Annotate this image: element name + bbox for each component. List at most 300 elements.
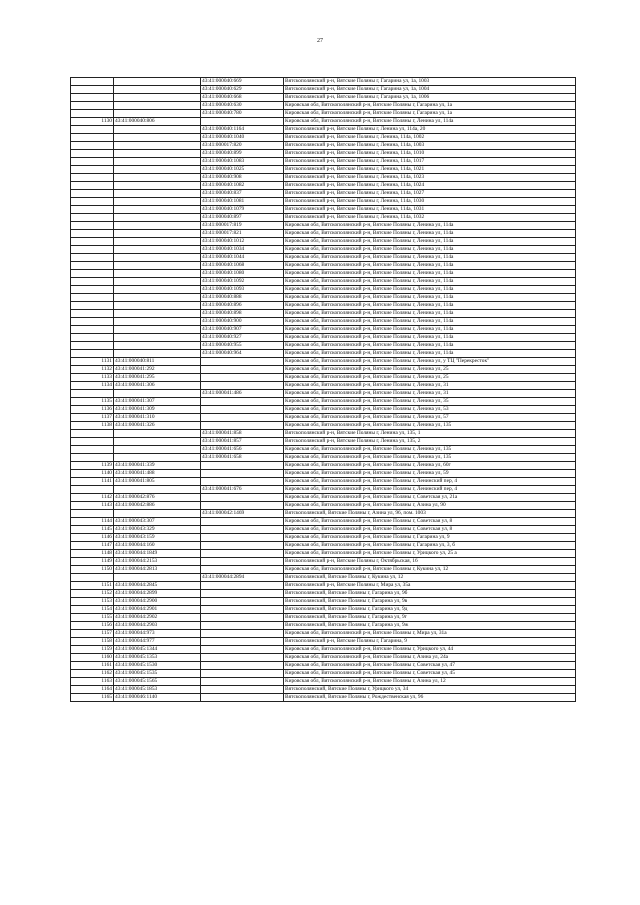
child-cadastral-number-cell: 43:41:000040:1044 [201,254,284,262]
table-row [71,678,576,686]
table-row [71,614,576,622]
table-row [71,270,576,278]
table-row [71,566,576,574]
table-row [71,454,576,462]
child-cadastral-number-cell: 43:41:000040:900 [201,318,284,326]
row-number-cell [71,350,114,358]
table-row [71,422,576,430]
address-cell: Вятскополянский р-н, Вятские Поляны г, Ленина ул, 135, 1 [284,430,576,438]
parent-cadastral-number-cell: 43:41:000044:977 [114,638,201,646]
table-row [71,662,576,670]
table-row [71,206,576,214]
child-cadastral-number-cell [201,358,284,366]
row-number-cell: 1161 [71,662,114,670]
child-cadastral-number-cell [201,582,284,590]
child-cadastral-number-cell: 43:41:000040:907 [201,326,284,334]
address-cell: Кировская обл, Вятскополянский р-н, Вятские Поляны г, Ленинский пер, 4 [284,486,576,494]
row-number-cell: 1132 [71,366,114,374]
address-cell: Вятскополянский, Вятские Поляны г, Азина ул, 96, пом. 1003 [284,510,576,518]
parent-cadastral-number-cell [114,150,201,158]
table-row [71,654,576,662]
row-number-cell [71,150,114,158]
parent-cadastral-number-cell: 43:41:000041:306 [114,382,201,390]
address-cell: Кировская обл, Вятскополянский р-н, Вятские Поляны г, Ленина ул, 135 [284,446,576,454]
child-cadastral-number-cell: 43:41:000040:1034 [201,246,284,254]
row-number-cell: 1165 [71,694,114,702]
table-row [71,286,576,294]
child-cadastral-number-cell: 43:41:000044:2894 [201,574,284,582]
address-cell: Вятскополянский р-н, Вятские Поляны г, Мира ул, 35а [284,582,576,590]
address-cell: Кировская обл, Вятскополянский р-н, Вятские Поляны г, Советская ул, 45 [284,670,576,678]
table-row [71,398,576,406]
child-cadastral-number-cell [201,590,284,598]
address-cell: Вятскополянский, Вятские Поляны г, Урицкого ул, 34 [284,686,576,694]
child-cadastral-number-cell: 43:41:000040:1081 [201,198,284,206]
row-number-cell [71,94,114,102]
parent-cadastral-number-cell: 43:41:000041:309 [114,406,201,414]
row-number-cell: 1156 [71,622,114,630]
parent-cadastral-number-cell [114,350,201,358]
child-cadastral-number-cell [201,686,284,694]
parent-cadastral-number-cell [114,206,201,214]
address-cell: Кировская обл, Вятскополянский р-н, Вятские Поляны г, Ленина ул, 60г [284,462,576,470]
row-number-cell: 1150 [71,566,114,574]
parent-cadastral-number-cell [114,166,201,174]
table-row [71,646,576,654]
address-cell: Вятскополянский, Вятские Поляны г, Гагарина ул, 9в [284,598,576,606]
table-row [71,518,576,526]
parent-cadastral-number-cell [114,158,201,166]
table-row [71,486,576,494]
address-cell: Кировская обл, Вятскополянский р-н, Вятские Поляны г, Советская ул, 8 [284,518,576,526]
child-cadastral-number-cell [201,414,284,422]
row-number-cell [71,110,114,118]
row-number-cell: 1139 [71,462,114,470]
table-row [71,230,576,238]
address-cell: Кировская обл, Вятскополянский р-н, Вятские Поляны г, Ленина ул, 53 [284,406,576,414]
row-number-cell [71,182,114,190]
child-cadastral-number-cell [201,502,284,510]
table-row [71,478,576,486]
table-row [71,246,576,254]
child-cadastral-number-cell [201,382,284,390]
child-cadastral-number-cell: 43:41:000040:1082 [201,182,284,190]
parent-cadastral-number-cell: 43:41:000040:806 [114,118,201,126]
row-number-cell: 1138 [71,422,114,430]
table-row [71,190,576,198]
parent-cadastral-number-cell [114,310,201,318]
child-cadastral-number-cell: 43:41:000040:1083 [201,158,284,166]
table-row [71,638,576,646]
parent-cadastral-number-cell: 43:41:000045:1853 [114,686,201,694]
child-cadastral-number-cell: 43:41:000040:927 [201,334,284,342]
table-row [71,430,576,438]
row-number-cell: 1136 [71,406,114,414]
row-number-cell [71,270,114,278]
row-number-cell [71,438,114,446]
registry-body [71,78,576,702]
row-number-cell: 1152 [71,590,114,598]
address-cell: Вятскополянский, Вятские Поляны г, Гагарина ул, 9б [284,590,576,598]
row-number-cell [71,310,114,318]
child-cadastral-number-cell [201,694,284,702]
table-row [71,134,576,142]
parent-cadastral-number-cell: 43:41:000041:292 [114,366,201,374]
row-number-cell [71,174,114,182]
child-cadastral-number-cell: 43:41:000040:1025 [201,166,284,174]
row-number-cell: 1157 [71,630,114,638]
row-number-cell [71,454,114,462]
table-row [71,670,576,678]
table-row [71,294,576,302]
child-cadastral-number-cell: 43:41:000040:1012 [201,238,284,246]
parent-cadastral-number-cell: 43:41:000042:886 [114,502,201,510]
row-number-cell: 1142 [71,494,114,502]
address-cell: Кировская обл, Вятскополянский р-н, Вятские Поляны г, Ленина ул, 135 [284,454,576,462]
row-number-cell [71,486,114,494]
address-cell: Кировская обл, Вятскополянский р-н, Вятские Поляны г, Ленина ул, 114а [284,334,576,342]
address-cell: Кировская обл, Вятскополянский р-н, Вятские Поляны г, Ленина ул, 25 [284,374,576,382]
parent-cadastral-number-cell [114,198,201,206]
parent-cadastral-number-cell [114,110,201,118]
parent-cadastral-number-cell: 43:41:000042:876 [114,494,201,502]
child-cadastral-number-cell: 43:41:000040:1080 [201,270,284,278]
address-cell: Вятскополянский р-н, Вятские Поляны г, Ленина, 114а, 1030 [284,198,576,206]
table-row [71,414,576,422]
address-cell: Кировская обл, Вятскополянский р-н, Вятские Поляны г, Ленина ул, 59 [284,470,576,478]
child-cadastral-number-cell: 43:41:000017:820 [201,142,284,150]
row-number-cell: 1163 [71,678,114,686]
table-row [71,358,576,366]
address-cell: Вятскополянский, Вятские Поляны г, Гагарина ул, 9ж [284,622,576,630]
address-cell: Кировская обл, Вятскополянский р-н, Вятские Поляны г, Гагарина ул, 3, б [284,542,576,550]
row-number-cell: 1144 [71,518,114,526]
address-cell: Вятскополянский р-н, Вятские Поляны г, Ленина, 114а, 1017 [284,158,576,166]
row-number-cell [71,206,114,214]
table-row [71,350,576,358]
row-number-cell: 1154 [71,606,114,614]
address-cell: Кировская обл, Вятскополянский р-н, Вятские Поляны г, Ленинский пер, 4 [284,478,576,486]
child-cadastral-number-cell [201,494,284,502]
parent-cadastral-number-cell [114,294,201,302]
child-cadastral-number-cell [201,678,284,686]
address-cell: Кировская обл, Вятскополянский р-н, Вятские Поляны г, Ленина ул, 114а [284,342,576,350]
parent-cadastral-number-cell [114,278,201,286]
parent-cadastral-number-cell [114,438,201,446]
child-cadastral-number-cell: 43:41:000040:1068 [201,262,284,270]
table-row [71,142,576,150]
row-number-cell: 1147 [71,542,114,550]
address-cell: Вятскополянский р-н, Вятские Поляны г, Гагарина ул, 1а, 1004 [284,86,576,94]
parent-cadastral-number-cell: 43:41:000044:2845 [114,582,201,590]
child-cadastral-number-cell: 43:41:000040:780 [201,110,284,118]
child-cadastral-number-cell: 43:41:000041:656 [201,446,284,454]
address-cell: Кировская обл, Вятскополянский р-н, Вятские Поляны г, Советская ул, 21а [284,494,576,502]
parent-cadastral-number-cell: 43:41:000041:488 [114,470,201,478]
parent-cadastral-number-cell: 43:41:000045:1535 [114,670,201,678]
row-number-cell [71,326,114,334]
address-cell: Кировская обл, Вятскополянский р-н, Вятские Поляны г, Ленина ул, у ТЦ "Перекресток" [284,358,576,366]
row-number-cell [71,254,114,262]
row-number-cell [71,158,114,166]
child-cadastral-number-cell [201,638,284,646]
parent-cadastral-number-cell: 43:41:000045:1353 [114,654,201,662]
child-cadastral-number-cell [201,398,284,406]
row-number-cell: 1155 [71,614,114,622]
parent-cadastral-number-cell: 43:41:000044:2899 [114,590,201,598]
address-cell: Вятскополянский р-н, Вятские Поляны г, Гагарина ул, 1а, 1006 [284,94,576,102]
table-row [71,534,576,542]
table-row [71,78,576,86]
child-cadastral-number-cell: 43:41:000040:630 [201,102,284,110]
row-number-cell [71,246,114,254]
child-cadastral-number-cell: 43:41:000040:908 [201,174,284,182]
parent-cadastral-number-cell: 43:41:000045:1344 [114,646,201,654]
table-row [71,302,576,310]
address-cell: Кировская обл, Вятскополянский р-н, Вятские Поляны г, Ленина ул, 114а [284,302,576,310]
table-row [71,470,576,478]
parent-cadastral-number-cell [114,334,201,342]
parent-cadastral-number-cell: 43:41:000041:339 [114,462,201,470]
row-number-cell: 1134 [71,382,114,390]
parent-cadastral-number-cell [114,182,201,190]
row-number-cell [71,286,114,294]
address-cell: Кировская обл, Вятскополянский р-н, Вятские Поляны г, Ленина ул, 114а [284,262,576,270]
table-row [71,150,576,158]
table-row [71,278,576,286]
address-cell: Кировская обл, Вятскополянский р-н, Вятские Поляны г, Советская ул, 8 [284,526,576,534]
table-row [71,262,576,270]
address-cell: Кировская обл, Вятскополянский р-н, Вятские Поляны г, Ленина ул, 114а [284,230,576,238]
address-cell: Вятскополянский р-н, Вятские Поляны г, Ленина, 114а, 1023 [284,174,576,182]
address-cell: Вятскополянский р-н, Вятские Поляны г, Ленина ул, 135, 2 [284,438,576,446]
table-row [71,318,576,326]
row-number-cell: 1151 [71,582,114,590]
table-row [71,582,576,590]
parent-cadastral-number-cell [114,574,201,582]
table-row [71,166,576,174]
parent-cadastral-number-cell: 43:41:000044:1849 [114,550,201,558]
table-row [71,334,576,342]
table-row [71,574,576,582]
row-number-cell: 1133 [71,374,114,382]
child-cadastral-number-cell [201,662,284,670]
parent-cadastral-number-cell: 43:41:000043:329 [114,526,201,534]
parent-cadastral-number-cell [114,302,201,310]
parent-cadastral-number-cell [114,510,201,518]
table-row [71,374,576,382]
address-cell: Кировская обл, Вятскополянский р-н, Вятские Поляны г, Ленина ул, 135 [284,422,576,430]
parent-cadastral-number-cell [114,446,201,454]
parent-cadastral-number-cell [114,78,201,86]
parent-cadastral-number-cell: 43:41:000044:2900 [114,598,201,606]
address-cell: Кировская обл, Вятскополянский р-н, Вятские Поляны г, Ленина ул, 114а [284,294,576,302]
row-number-cell: 1137 [71,414,114,422]
row-number-cell [71,102,114,110]
address-cell: Вятскополянский р-н, Вятские Поляны г, Октябрьская, 16 [284,558,576,566]
parent-cadastral-number-cell: 43:41:000044:160 [114,542,201,550]
page-number: 27 [317,38,323,44]
table-row [71,598,576,606]
parent-cadastral-number-cell [114,94,201,102]
row-number-cell [71,390,114,398]
child-cadastral-number-cell [201,422,284,430]
child-cadastral-number-cell: 43:41:000040:1079 [201,206,284,214]
parent-cadastral-number-cell [114,430,201,438]
row-number-cell [71,342,114,350]
address-cell: Кировская обл, Вятскополянский р-н, Вятские Поляны г, Ленина ул, 35 [284,398,576,406]
row-number-cell: 1148 [71,550,114,558]
parent-cadastral-number-cell [114,254,201,262]
address-cell: Кировская обл, Вятскополянский р-н, Вятские Поляны г, Советская ул, 47 [284,662,576,670]
table-row [71,630,576,638]
table-row [71,214,576,222]
parent-cadastral-number-cell [114,286,201,294]
row-number-cell: 1153 [71,598,114,606]
parent-cadastral-number-cell [114,342,201,350]
address-cell: Вятскополянский р-н, Вятские Поляны г, Ленина, 114а, 1024 [284,182,576,190]
row-number-cell [71,166,114,174]
parent-cadastral-number-cell [114,222,201,230]
child-cadastral-number-cell [201,518,284,526]
parent-cadastral-number-cell [114,134,201,142]
address-cell: Кировская обл, Вятскополянский р-н, Вятские Поляны г, Ленина ул, 31 [284,390,576,398]
row-number-cell: 1162 [71,670,114,678]
child-cadastral-number-cell [201,598,284,606]
table-row [71,622,576,630]
table-row [71,462,576,470]
child-cadastral-number-cell: 43:41:000017:819 [201,222,284,230]
row-number-cell: 1130 [71,118,114,126]
row-number-cell [71,238,114,246]
child-cadastral-number-cell: 43:41:000040:1093 [201,286,284,294]
row-number-cell [71,78,114,86]
parent-cadastral-number-cell: 43:41:000044:2902 [114,614,201,622]
parent-cadastral-number-cell: 43:41:000041:805 [114,478,201,486]
parent-cadastral-number-cell: 43:41:000040:811 [114,358,201,366]
table-row [71,502,576,510]
table-row [71,438,576,446]
row-number-cell [71,430,114,438]
parent-cadastral-number-cell: 43:41:000041:295 [114,374,201,382]
address-cell: Вятскополянский р-н, Вятские Поляны г, Ленина, 114а, 1031 [284,206,576,214]
address-cell: Кировская обл, Вятскополянский р-н, Вятские Поляны г, Ленина ул, 114а [284,326,576,334]
child-cadastral-number-cell [201,646,284,654]
row-number-cell: 1131 [71,358,114,366]
table-row [71,174,576,182]
row-number-cell [71,318,114,326]
child-cadastral-number-cell [201,462,284,470]
row-number-cell [71,334,114,342]
address-cell: Вятскополянский, Вятские Поляны г, Гагарина ул, 9д [284,606,576,614]
table-row [71,606,576,614]
row-number-cell [71,214,114,222]
child-cadastral-number-cell: 43:41:000040:1040 [201,134,284,142]
table-row [71,390,576,398]
table-row [71,158,576,166]
table-row [71,686,576,694]
row-number-cell [71,142,114,150]
address-cell: Вятскополянский р-н, Вятские Поляны г, Ленина, 114а, 1002 [284,134,576,142]
child-cadastral-number-cell [201,614,284,622]
child-cadastral-number-cell: 43:41:000040:896 [201,302,284,310]
address-cell: Кировская обл, Вятскополянский р-н, Вятские Поляны г, Ленина ул, 25 [284,366,576,374]
row-number-cell [71,302,114,310]
child-cadastral-number-cell [201,406,284,414]
address-cell: Кировская обл, Вятскополянский р-н, Вятские Поляны г, Гагарина ул, 9 [284,534,576,542]
row-number-cell: 1158 [71,638,114,646]
child-cadastral-number-cell [201,606,284,614]
row-number-cell [71,222,114,230]
address-cell: Вятскополянский р-н, Вятские Поляны г, Гагарина, 9 [284,638,576,646]
parent-cadastral-number-cell: 43:41:000041:307 [114,398,201,406]
row-number-cell: 1146 [71,534,114,542]
table-row [71,526,576,534]
parent-cadastral-number-cell: 43:41:000044:2813 [114,566,201,574]
table-row [71,254,576,262]
child-cadastral-number-cell [201,118,284,126]
address-cell: Кировская обл, Вятскополянский р-н, Вятские Поляны г, Азина ул, 90 [284,502,576,510]
child-cadastral-number-cell: 43:41:000041:676 [201,486,284,494]
row-number-cell: 1159 [71,646,114,654]
address-cell: Вятскополянский, Вятские Поляны г, Кукина ул, 12 [284,574,576,582]
table-row [71,510,576,518]
child-cadastral-number-cell: 43:41:000040:669 [201,78,284,86]
child-cadastral-number-cell: 43:41:000040:955 [201,342,284,350]
address-cell: Кировская обл, Вятскополянский р-н, Вятские Поляны г, Ленина ул, 114а [284,278,576,286]
address-cell: Кировская обл, Вятскополянский р-н, Вятские Поляны г, Ленина ул, 114а [284,270,576,278]
row-number-cell [71,574,114,582]
address-cell: Кировская обл, Вятскополянский р-н, Вятские Поляны г, Ленина ул, 114а [284,318,576,326]
child-cadastral-number-cell [201,478,284,486]
address-cell: Кировская обл, Вятскополянский р-н, Вятские Поляны г, Урицкого ул, 25 а [284,550,576,558]
table-row [71,326,576,334]
parent-cadastral-number-cell: 43:41:000043:307 [114,518,201,526]
table-row [71,182,576,190]
row-number-cell [71,278,114,286]
row-number-cell: 1160 [71,654,114,662]
address-cell: Вятскополянский р-н, Вятские Поляны г, Ленина, 114а, 1010 [284,150,576,158]
parent-cadastral-number-cell: 43:41:000045:1565 [114,678,201,686]
row-number-cell: 1143 [71,502,114,510]
table-row [71,446,576,454]
table-row [71,222,576,230]
table-row [71,494,576,502]
table-row [71,590,576,598]
parent-cadastral-number-cell [114,390,201,398]
address-cell: Вятскополянский, Вятские Поляны г, Рождественская ул, 96 [284,694,576,702]
child-cadastral-number-cell: 43:41:000041:858 [201,430,284,438]
address-cell: Кировская обл, Вятскополянский р-н, Вятские Поляны г, Гагарина ул, 1а [284,102,576,110]
address-cell: Вятскополянский р-н, Вятские Поляны г, Ленина, 114а, 1003 [284,142,576,150]
parent-cadastral-number-cell [114,486,201,494]
address-cell: Кировская обл, Вятскополянский р-н, Вятские Поляны г, Ленина ул, 114а [284,350,576,358]
row-number-cell [71,262,114,270]
table-row [71,694,576,702]
table-row [71,94,576,102]
child-cadastral-number-cell: 43:41:000041:857 [201,438,284,446]
row-number-cell: 1164 [71,686,114,694]
child-cadastral-number-cell [201,566,284,574]
parent-cadastral-number-cell [114,270,201,278]
child-cadastral-number-cell [201,526,284,534]
row-number-cell [71,294,114,302]
registry-table [70,77,576,702]
row-number-cell [71,198,114,206]
child-cadastral-number-cell: 43:41:000040:899 [201,150,284,158]
address-cell: Кировская обл, Вятскополянский р-н, Вятские Поляны г, Мира ул, 31а [284,630,576,638]
parent-cadastral-number-cell: 43:41:000044:973 [114,630,201,638]
